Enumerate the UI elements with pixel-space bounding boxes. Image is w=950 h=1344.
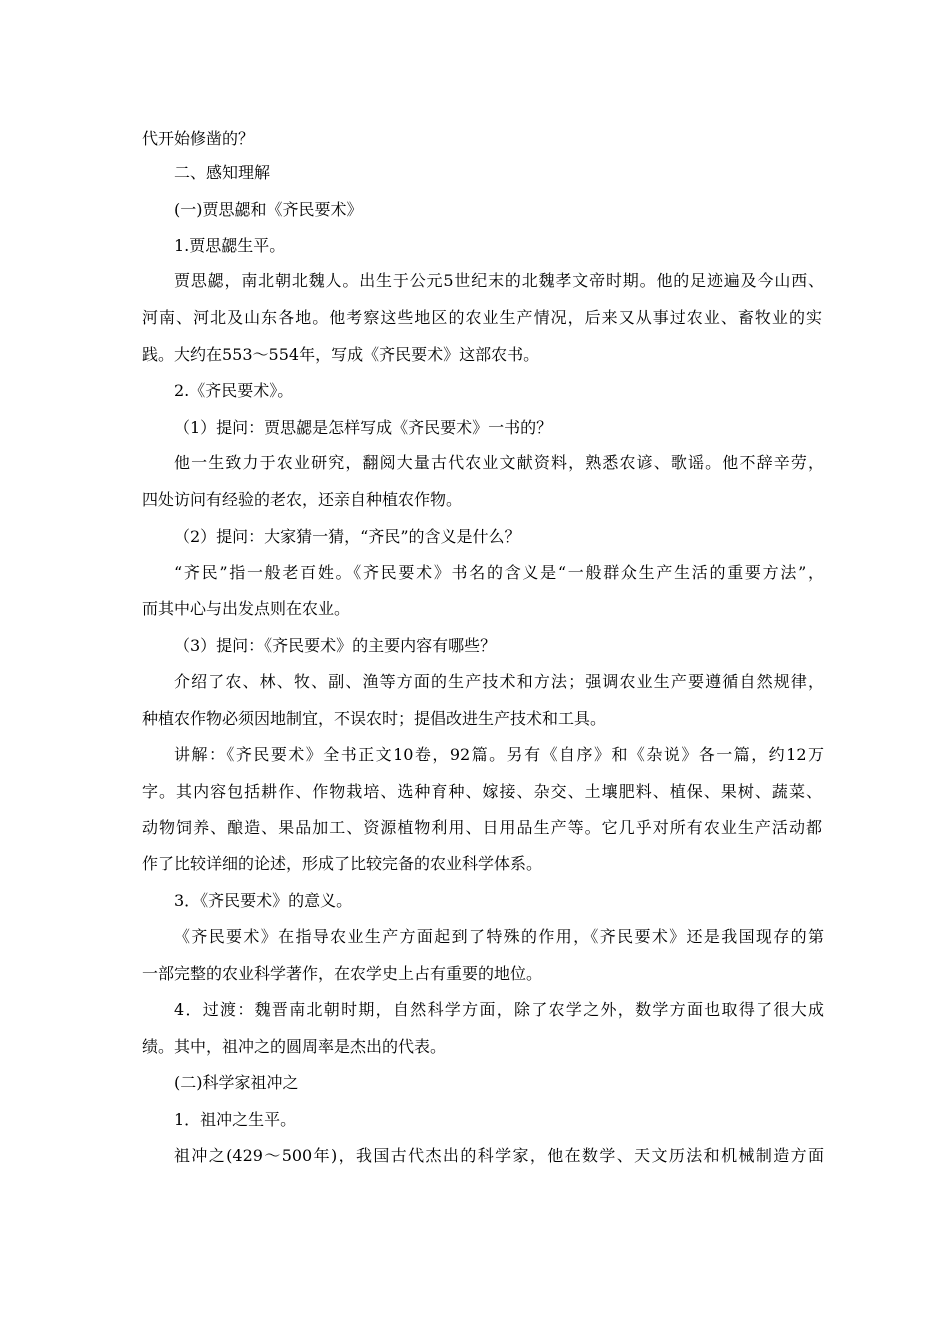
paragraph-line: 而其中心与出发点则在农业。 xyxy=(142,599,351,618)
text-line-continuation: 代开始修凿的？ xyxy=(142,129,255,148)
paragraph-line: 践。大约在553～554年，写成《齐民要术》这部农书。 xyxy=(142,345,540,364)
paragraph-line: 讲解：《齐民要术》全书正文10卷，92篇。另有《自序》和《杂说》各一篇，约12万 xyxy=(174,745,824,764)
question-line: （3）提问：《齐民要术》的主要内容有哪些？ xyxy=(174,636,497,655)
paragraph-line: 四处访问有经验的老农，还亲自种植农作物。 xyxy=(142,490,463,509)
question-line: （1）提问：贾思勰是怎样写成《齐民要术》一书的？ xyxy=(174,418,553,437)
section-heading-2: 二、感知理解 xyxy=(174,163,271,182)
paragraph-line: 他一生致力于农业研究，翻阅大量古代农业文献资料，熟悉农谚、歌谣。他不辞辛劳， xyxy=(174,453,824,472)
paragraph-line: 《齐民要术》在指导农业生产方面起到了特殊的作用，《齐民要术》还是我国现存的第 xyxy=(174,927,824,946)
item-heading-1: 1．祖冲之生平。 xyxy=(174,1110,297,1129)
item-heading-3: 3．《齐民要术》的意义。 xyxy=(174,891,353,910)
paragraph-line: 4．过渡：魏晋南北朝时期，自然科学方面，除了农学之外，数学方面也取得了很大成 xyxy=(174,1000,824,1019)
subsection-heading-jia-sixie: (一)贾思勰和《齐民要术》 xyxy=(174,200,363,219)
subsection-heading-zu-chongzhi: (二)科学家祖冲之 xyxy=(174,1073,299,1092)
item-heading-2: 2.《齐民要术》。 xyxy=(174,381,294,400)
paragraph-line: 种植农作物必须因地制宜，不误农时；提倡改进生产技术和工具。 xyxy=(142,709,607,728)
paragraph-line: 介绍了农、林、牧、副、渔等方面的生产技术和方法；强调农业生产要遵循自然规律， xyxy=(174,672,824,691)
item-heading-1: 1.贾思勰生平。 xyxy=(174,236,286,255)
paragraph-line: 贾思勰，南北朝北魏人。出生于公元5世纪末的北魏孝文帝时期。他的足迹遍及今山西、 xyxy=(174,271,824,290)
paragraph-line: “齐民”指一般老百姓。《齐民要术》书名的含义是“一般群众生产生活的重要方法”， xyxy=(174,563,824,582)
paragraph-line: 河南、河北及山东各地。他考察这些地区的农业生产情况，后来又从事过农业、畜牧业的实 xyxy=(142,308,822,327)
question-line: （2）提问：大家猜一猜，“齐民”的含义是什么？ xyxy=(174,527,521,546)
paragraph-line: 作了比较详细的论述，形成了比较完备的农业科学体系。 xyxy=(142,854,543,873)
paragraph-line: 字。其内容包括耕作、作物栽培、选种育种、嫁接、杂交、土壤肥料、植保、果树、蔬菜、 xyxy=(142,782,822,801)
paragraph-line: 动物饲养、酿造、果品加工、资源植物利用、日用品生产等。它几乎对所有农业生产活动都 xyxy=(142,818,822,837)
paragraph-line: 绩。其中，祖冲之的圆周率是杰出的代表。 xyxy=(142,1037,447,1056)
paragraph-line: 一部完整的农业科学著作，在农学史上占有重要的地位。 xyxy=(142,964,543,983)
paragraph-line: 祖冲之(429～500年)，我国古代杰出的科学家，他在数学、天文历法和机械制造方面 xyxy=(174,1146,824,1165)
